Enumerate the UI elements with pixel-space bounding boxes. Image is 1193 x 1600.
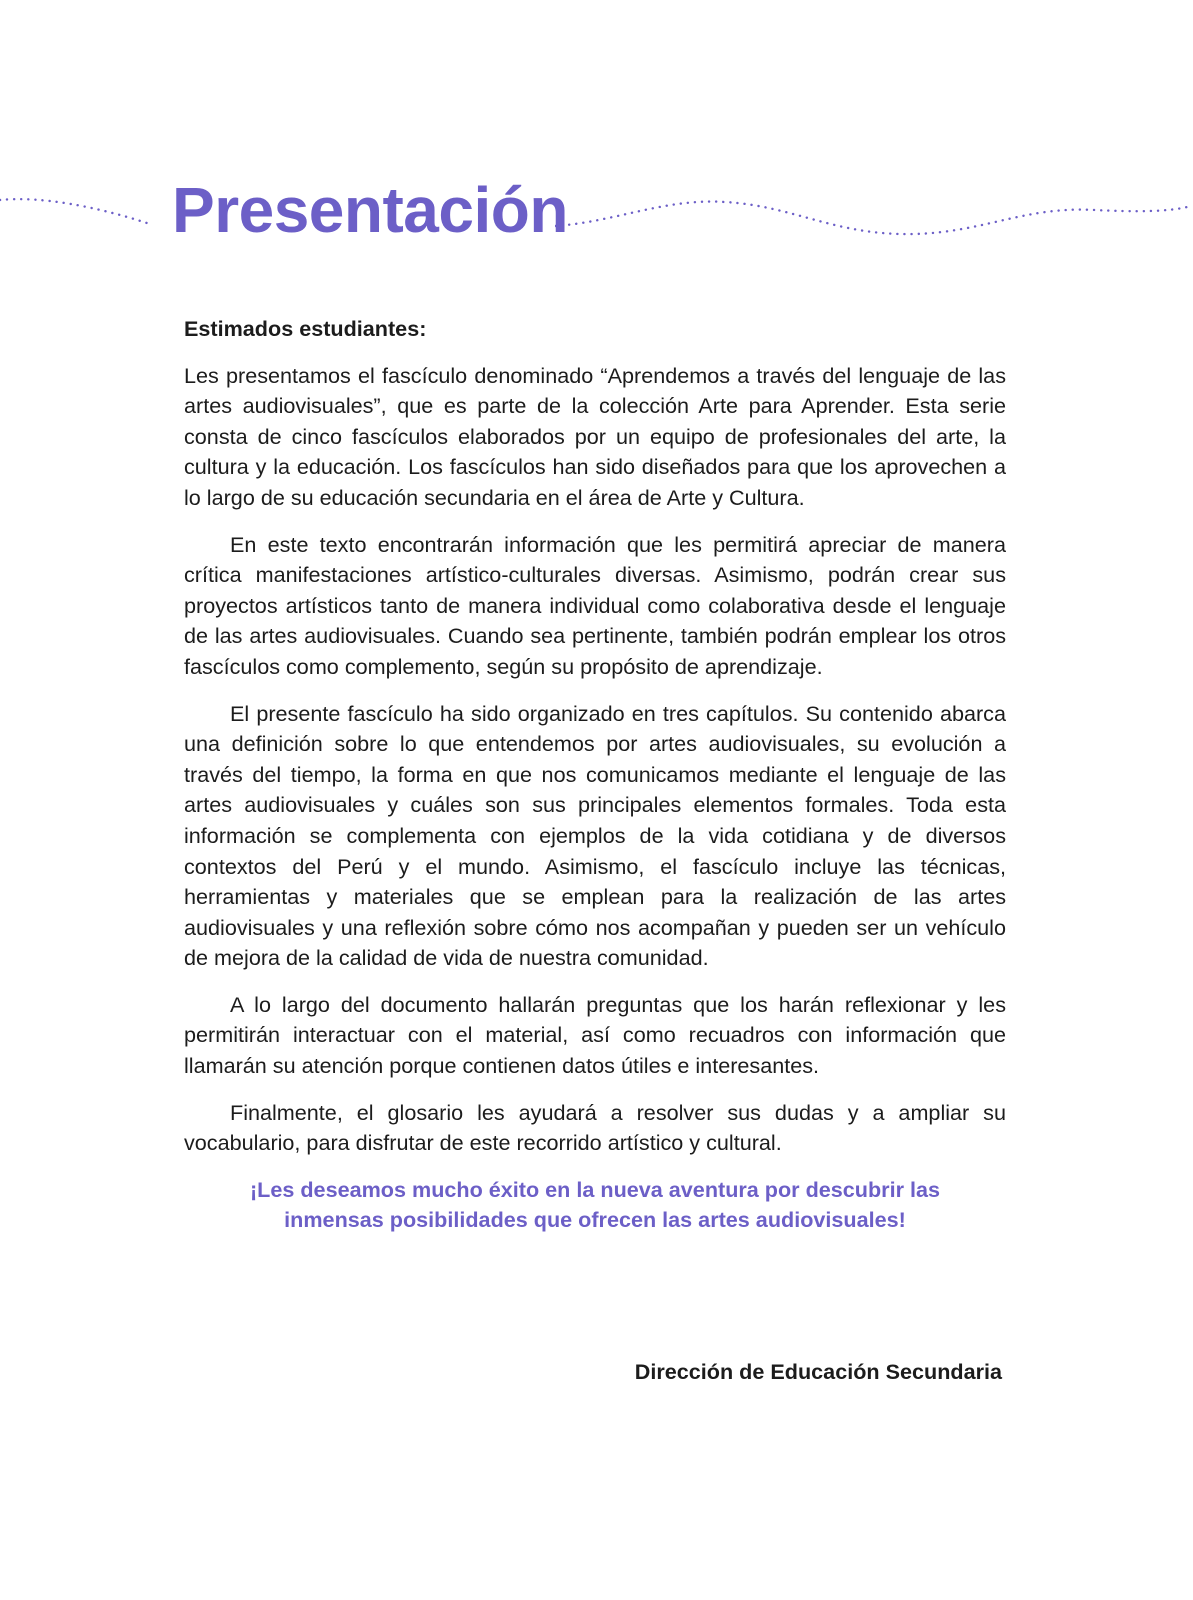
paragraph-content: En este texto encontrarán información que les permitirá apreciar de manera crítica manifestaciones artístico-culturales diversas. Asimismo, podrán crear sus proyectos artísticos tanto de manera individual como colaborativa desde el lenguaje de las artes audiovisuales. Cuando sea pertinente, también podrán emplear los otros fascículos como complemento, según su propósito de aprendizaje. (184, 531, 1006, 679)
dotted-wave-right (555, 170, 1193, 260)
paragraph-organization: El presente fascículo ha sido organizado en tres capítulos. Su contenido abarca una definición sobre lo que entendemos por artes audiovisuales, su evolución a través del tiempo, la forma en que nos comunicamos mediante el lenguaje de las artes audiovisuales y cuáles son sus principales elementos formales. Toda esta información se complementa con ejemplos de la vida cotidiana y de diversos contextos del Perú y el mundo. Asimismo, el fascículo incluye las técnicas, herramientas y materiales que se emplean para la realización de las artes audiovisuales y una reflexión sobre cómo nos acompañan y pueden ser un vehículo de mejora de la calidad de vida de nuestra comunidad. (184, 700, 1006, 971)
greeting: Estimados estudiantes: (184, 316, 427, 341)
paragraph-questions: A lo largo del documento hallarán preguntas que los harán reflexionar y les permitirán interactuar con el material, así como recuadros con información que llamarán su atención porque contienen datos útiles e interesantes. (184, 991, 1006, 1079)
page-header (0, 170, 1193, 260)
paragraph-glossary: Finalmente, el glosario les ayudará a resolver sus dudas y a ampliar su vocabulario, para disfrutar de este recorrido artístico y cultural. (184, 1099, 1006, 1156)
dotted-wave-left (0, 170, 165, 260)
closing-message: ¡Les deseamos mucho éxito en la nueva aventura por descubrir las inmensas posibilidades que ofrecen las artes audiovisuales! (249, 1176, 941, 1233)
page-title: Presentación (172, 174, 568, 246)
paragraph-intro: Les presentamos el fascículo denominado “Aprendemos a través del lenguaje de las artes audiovisuales”, que es parte de la colección Arte para Aprender. Esta serie consta de cinco fascículos elaborados por un equipo de profesionales del arte, la cultura y la educación. Los fascículos han sido diseñados para que los aprovechen a lo largo de su educación secundaria en el área de Arte y Cultura. (184, 362, 1006, 510)
letter-body (184, 314, 1006, 1236)
signature: Dirección de Educación Secundaria (634, 1359, 1002, 1384)
